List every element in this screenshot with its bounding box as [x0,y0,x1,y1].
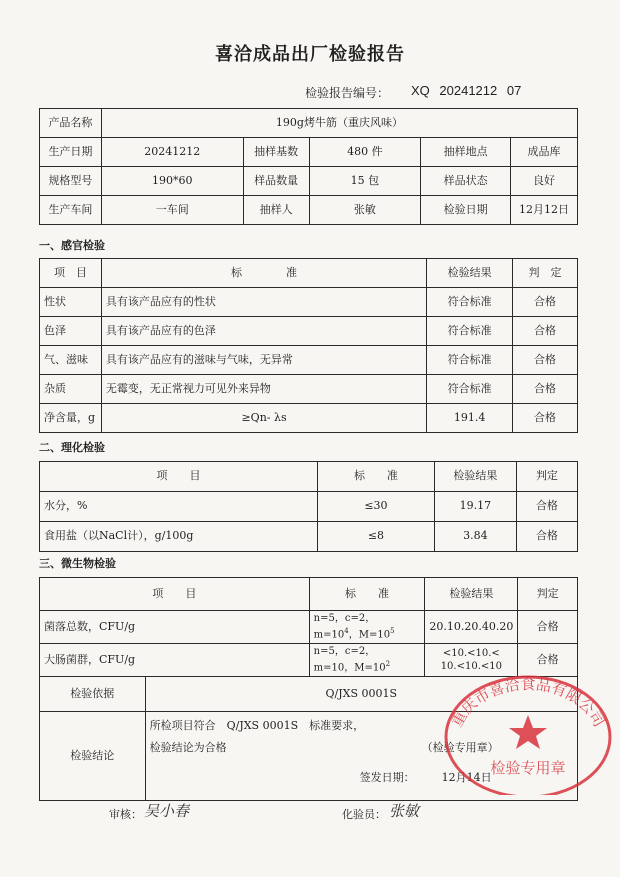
sampler-label: 抽样人 [243,196,309,225]
column-header: 项 目 [40,578,310,611]
item-cell: 杂质 [40,375,102,404]
product-name-label: 产品名称 [40,109,102,138]
spec: 190*60 [101,167,243,196]
table-row [40,288,578,317]
section-sensory-title: 一、感官检验 [39,239,105,252]
physchem-table [39,461,578,552]
column-header: 标 准 [318,462,435,492]
section-physchem-title: 二、理化检验 [39,441,105,454]
standard-cell: 具有该产品应有的滋味与气味，无异常 [101,346,426,375]
verdict-cell: 合格 [513,404,578,433]
issue-date: 12月14日 [441,771,492,784]
verdict-cell: 合格 [516,522,577,552]
column-header: 项 目 [40,259,102,288]
standard-line: n=5，c=2， [313,613,376,625]
standard-line: n=5，c=2， [313,646,376,658]
reviewer-signature: 吴小春 [144,802,190,820]
verdict-cell: 合格 [518,644,578,677]
basis-value: Q/JXS 0001S [145,677,577,712]
item-cell: 净含量，g [40,404,102,433]
standard-cell: ≤30 [318,492,435,522]
sample-state: 良好 [511,167,578,196]
column-header: 判 定 [513,259,578,288]
sample-state-label: 样品状态 [421,167,511,196]
sample-location-label: 抽样地点 [421,138,511,167]
basic-info-table [39,108,578,225]
workshop: 一车间 [101,196,243,225]
conclusion-label: 检验结论 [40,712,146,801]
result-cell: 符合标准 [427,288,513,317]
sample-qty: 15 包 [309,167,421,196]
standard-cell: ≤8 [318,522,435,552]
issue-date-label: 签发日期： [359,771,415,784]
item-cell: 色泽 [40,317,102,346]
table-row [40,611,578,644]
reviewer-label: 审核： [109,808,142,821]
result-line: <10.<10.< [442,648,500,659]
result-cell [425,644,518,677]
result-line: 10.<10.<10 [440,661,502,672]
item-cell: 水分，% [40,492,318,522]
table-row [40,317,578,346]
exponent: 4 [344,627,349,636]
standard-line: m=10 [313,629,345,641]
table-row [40,346,578,375]
result-cell: 符合标准 [427,375,513,404]
stamp-arc-text: 重庆市喜洽食品有限公司 [447,675,609,731]
verdict-cell: 合格 [516,492,577,522]
result-cell: 符合标准 [427,317,513,346]
table-row [40,644,578,677]
production-date: 20241212 [101,138,243,167]
result-cell: 191.4 [427,404,513,433]
column-header: 标 准 [101,259,426,288]
verdict-cell: 合格 [518,611,578,644]
column-header: 标 准 [309,578,425,611]
inspector-label: 化验员： [342,808,386,821]
stamp-note: （检验专用章） [421,741,499,754]
verdict-cell: 合格 [513,288,578,317]
column-header: 项 目 [40,462,318,492]
report-number-label: 检验报告编号： [305,86,390,100]
sample-base: 480 件 [309,138,421,167]
item-cell: 菌落总数，CFU/g [40,611,310,644]
column-header: 判定 [518,578,578,611]
standard-cell [309,611,425,644]
item-cell: 食用盐（以NaCl计），g/100g [40,522,318,552]
sample-qty-label: 样品数量 [243,167,309,196]
standard-cell: 具有该产品应有的性状 [101,288,426,317]
column-header: 检验结果 [434,462,516,492]
result-cell: 3.84 [434,522,516,552]
result-cell: 19.17 [434,492,516,522]
inspection-date: 12月12日 [511,196,578,225]
column-header: 判定 [516,462,577,492]
standard-cell: 具有该产品应有的色泽 [101,317,426,346]
verdict-cell: 合格 [513,317,578,346]
stamp-subtext: 检验专用章 [490,759,566,777]
standard-cell: ≥Qn- λs [101,404,426,433]
column-header: 检验结果 [427,259,513,288]
basis-label: 检验依据 [40,677,146,712]
table-row [40,375,578,404]
table-row [40,522,578,552]
standard-line: m=10，M=10 [313,662,386,674]
item-cell: 大肠菌群，CFU/g [40,644,310,677]
production-date-label: 生产日期 [40,138,102,167]
spec-label: 规格型号 [40,167,102,196]
conclusion-line: 检验结论为合格 [149,741,227,754]
sampler: 张敏 [309,196,421,225]
table-row [40,492,578,522]
exponent: 5 [390,627,395,636]
item-cell: 气、滋味 [40,346,102,375]
exponent: 2 [385,660,391,669]
verdict-cell: 合格 [513,346,578,375]
column-header: 检验结果 [425,578,518,611]
report-number: XQ 20241212 07 [411,83,522,98]
inspector-signature: 张敏 [389,802,420,820]
product-name: 190g烤牛筋（重庆风味） [101,109,577,138]
section-micro-title: 三、微生物检验 [39,557,116,570]
table-row [40,404,578,433]
standard-cell [309,644,425,677]
micro-table [39,577,578,801]
sensory-table [39,258,578,433]
standard-line: ，M=10 [348,629,391,641]
verdict-cell: 合格 [513,375,578,404]
inspection-date-label: 检验日期 [421,196,511,225]
standard-cell: 无霉变，无正常视力可见外来异物 [101,375,426,404]
report-title: 喜洽成品出厂检验报告 [215,44,405,65]
result-cell: 20.10.20.40.20 [425,611,518,644]
sample-base-label: 抽样基数 [243,138,309,167]
conclusion-cell [145,712,577,801]
conclusion-line: 所检项目符合 Q/JXS 0001S 标准要求， [149,719,365,732]
item-cell: 性状 [40,288,102,317]
sample-location: 成品库 [511,138,578,167]
workshop-label: 生产车间 [40,196,102,225]
result-cell: 符合标准 [427,346,513,375]
